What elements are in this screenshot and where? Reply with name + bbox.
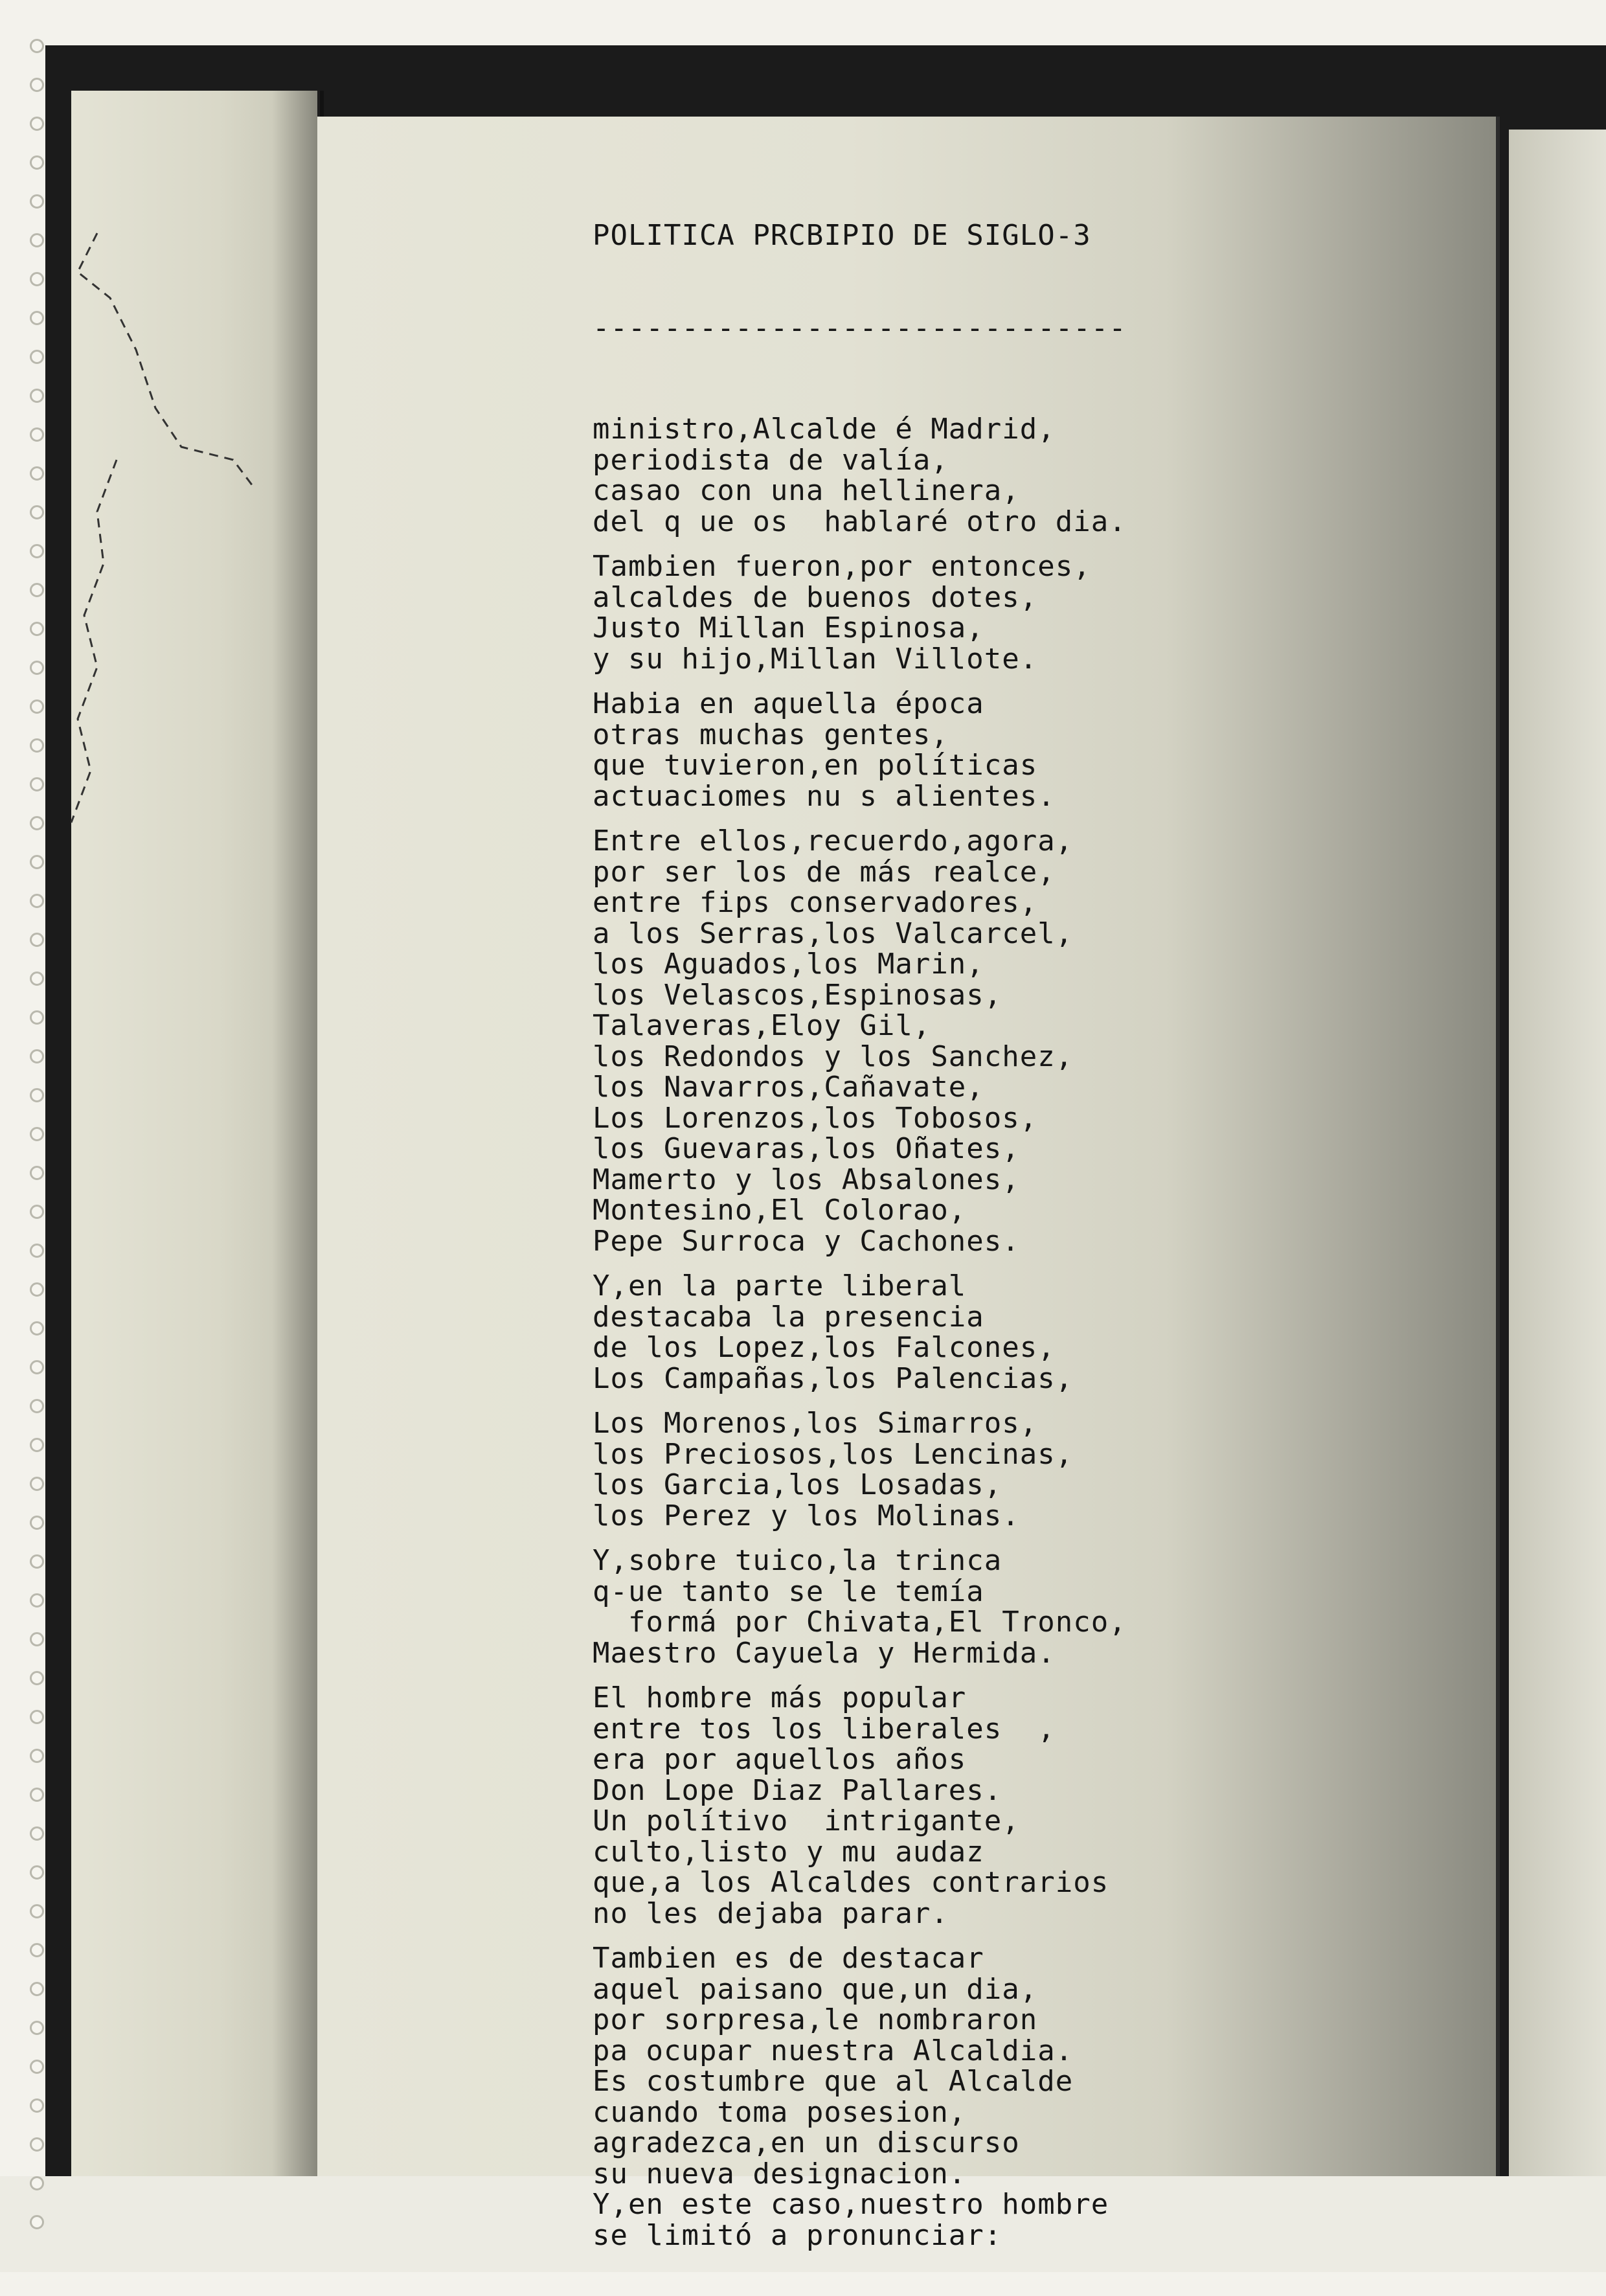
verse-line: los Garcia,los Losadas, (593, 1468, 1002, 1501)
verse-line: cuando toma posesion, (593, 2095, 967, 2129)
verse-line: no les dejaba parar. (593, 1896, 949, 1930)
punch-hole (30, 2137, 44, 2152)
verse-line: Los Morenos,los Simarros, (593, 1407, 1038, 1440)
verse-line: Justo Millan Espinosa, (593, 611, 984, 644)
verse-line: pa ocupar nuestra Alcaldia. (593, 2034, 1074, 2067)
title-underline: ------------------------------ (593, 311, 1127, 345)
punch-hole (30, 972, 44, 986)
punch-hole (30, 1671, 44, 1685)
verse-line: Talaveras,Eloy Gil, (593, 1009, 931, 1042)
verse-line: Y,en este caso,nuestro hombre (593, 2188, 1109, 2221)
punch-hole (30, 1205, 44, 1219)
verse-line: los Velascos,Espinosas, (593, 978, 1002, 1012)
stanza (593, 1683, 1499, 1929)
page-gutter-shadow (272, 91, 324, 2189)
verse-line: Habia en aquella época (593, 687, 984, 720)
punch-hole (30, 933, 44, 947)
punch-hole (30, 1049, 44, 1063)
punch-hole (30, 1710, 44, 1724)
document-title: POLITICA PRCBIPIO DE SIGLO-3 (593, 219, 1091, 252)
verse-line: de los Lopez,los Falcones, (593, 1331, 1056, 1364)
punch-hole (30, 194, 44, 209)
punch-hole (30, 1865, 44, 1880)
punch-hole (30, 1321, 44, 1336)
verse-line: Tambien es de destacar (593, 1942, 984, 1975)
punch-hole (30, 155, 44, 170)
punch-hole (30, 1166, 44, 1180)
right-margin-strip (1509, 130, 1606, 2272)
verse-line: formá por Chivata,El Tronco, (593, 1606, 1127, 1639)
punch-hole (30, 1399, 44, 1413)
punch-hole (30, 2215, 44, 2229)
verse-line: culto,listo y mu audaz (593, 1835, 984, 1869)
punch-hole (30, 1826, 44, 1841)
punch-hole (30, 39, 44, 53)
stanza (593, 826, 1499, 1256)
stanza (593, 688, 1499, 812)
verse-line: los Navarros,Cañavate, (593, 1071, 984, 1104)
verse-line: del q ue os hablaré otro dia. (593, 505, 1127, 538)
verse-line: Mamerto y los Absalones, (593, 1163, 1020, 1196)
verse-line: los Guevaras,los Oñates, (593, 1132, 1020, 1165)
verse-line: Los Lorenzos,los Tobosos, (593, 1101, 1038, 1135)
verse-line: Tambien fueron,por entonces, (593, 550, 1091, 583)
verse-line: Montesino,El Colorao, (593, 1194, 967, 1227)
verse-line: los Perez y los Molinas. (593, 1499, 1020, 1532)
punch-hole (30, 1943, 44, 1957)
verse-line: los Preciosos,los Lencinas, (593, 1437, 1074, 1471)
verse-line: era por aquellos años (593, 1743, 967, 1776)
punch-hole (30, 1282, 44, 1297)
stanza (593, 414, 1499, 537)
punch-hole (30, 1593, 44, 1608)
stanza (593, 1545, 1499, 1668)
punch-hole (30, 117, 44, 131)
verse-line: se limitó a pronunciar: (593, 2218, 1002, 2252)
document-text (593, 159, 1499, 2296)
punch-hole (30, 1788, 44, 1802)
verse-line: y su hijo,Millan Villote. (593, 642, 1038, 676)
punch-hole (30, 1516, 44, 1530)
stanza (593, 551, 1499, 674)
verse-line: entre fips conservadores, (593, 886, 1038, 919)
verse-line: Es costumbre que al Alcalde (593, 2065, 1074, 2098)
verse-line: los Redondos y los Sanchez, (593, 1040, 1074, 1073)
punch-hole (30, 1438, 44, 1452)
punch-hole (30, 1244, 44, 1258)
punch-hole (30, 2021, 44, 2035)
tear-line (78, 233, 253, 486)
verse-line: Pepe Surroca y Cachones. (593, 1224, 1020, 1258)
punch-hole (30, 1982, 44, 1996)
punch-hole (30, 1904, 44, 1918)
verse-line: por sorpresa,le nombraron (593, 2003, 1038, 2036)
punch-hole (30, 1749, 44, 1763)
verse-line: agradezca,en un discurso (593, 2126, 1020, 2159)
verse-line: su nueva designacion. (593, 2157, 967, 2190)
verse-line: a los Serras,los Valcarcel, (593, 916, 1074, 950)
punch-hole (30, 1088, 44, 1102)
verse-line: ministro,Alcalde é Madrid, (593, 413, 1056, 446)
verse-line: que,a los Alcaldes contrarios (593, 1866, 1109, 1899)
verse-line: que tuvieron,en políticas (593, 749, 1038, 782)
verse-line: Y,en la parte liberal (593, 1269, 967, 1302)
verse-line: actuaciomes nu s alientes. (593, 779, 1056, 813)
verse-line: Entre ellos,recuerdo,agora, (593, 824, 1074, 858)
verse-line: destacaba la presencia (593, 1300, 984, 1334)
stanza (593, 1271, 1499, 1394)
punch-hole (30, 78, 44, 92)
punch-hole (30, 1554, 44, 1569)
verse-line: Los Campañas,los Palencias, (593, 1361, 1074, 1395)
verse-line: por ser los de más realce, (593, 855, 1056, 889)
verse-line: aquel paisano que,un dia, (593, 1972, 1038, 2006)
stanza (593, 1943, 1499, 2251)
punch-hole (30, 1010, 44, 1025)
verse-line: entre tos los liberales , (593, 1712, 1056, 1745)
verse-line: alcaldes de buenos dotes, (593, 580, 1038, 614)
verse-line: Don Lope Diaz Pallares. (593, 1773, 1002, 1807)
punch-hole (30, 2060, 44, 2074)
stanza (593, 1408, 1499, 1531)
verse-line: El hombre más popular (593, 1681, 967, 1714)
punch-hole (30, 2098, 44, 2113)
verse-line: Y,sobre tuico,la trinca (593, 1544, 1002, 1577)
verse-line: casao con una hellinera, (593, 474, 1020, 507)
punch-hole (30, 1360, 44, 1374)
stanzas (593, 414, 1499, 2251)
tear-line (71, 460, 117, 823)
punch-hole (30, 894, 44, 908)
punch-hole (30, 1127, 44, 1141)
verse-line: Maestro Cayuela y Hermida. (593, 1636, 1056, 1670)
verse-line: periodista de valía, (593, 443, 949, 477)
punch-hole (30, 2176, 44, 2190)
punch-hole (30, 1632, 44, 1646)
verse-line: q-ue tanto se le temía (593, 1574, 984, 1608)
verse-line: Un polítivo intrigante, (593, 1804, 1020, 1837)
verse-line: otras muchas gentes, (593, 718, 949, 751)
tear-marks (39, 214, 272, 861)
verse-line: los Aguados,los Marin, (593, 948, 984, 981)
punch-hole (30, 1477, 44, 1491)
